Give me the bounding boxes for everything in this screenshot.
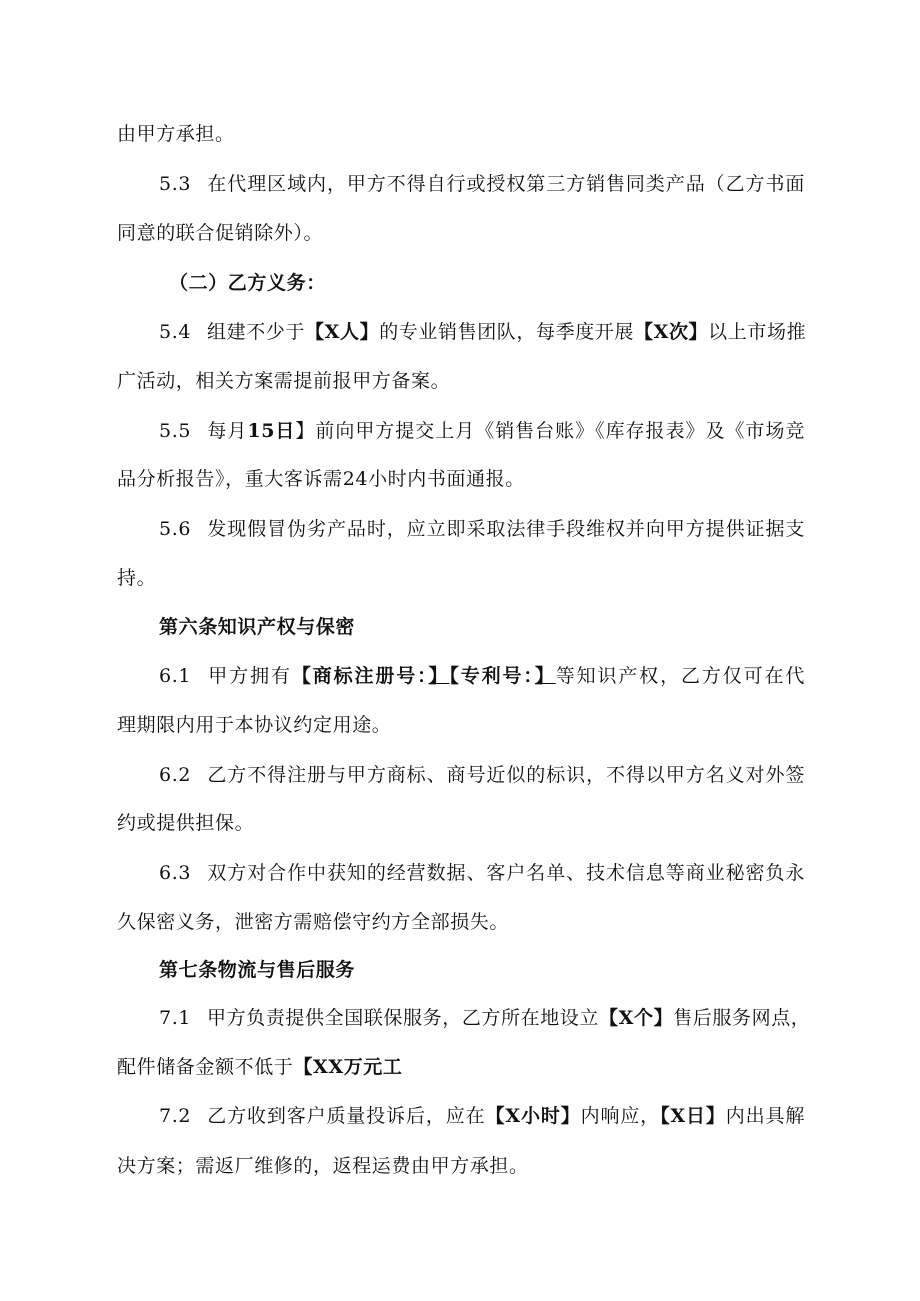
paragraph-line: 品分析报告》，重大客诉需24小时内书面通报。 [117, 468, 525, 490]
placeholder-field: 15日 [247, 420, 296, 442]
clause-5-3 [159, 172, 805, 196]
clause-text: 】前向甲方提交上月《销售台账》《库存报表》及《市场竞 [295, 420, 805, 442]
clause-7-1 [159, 1006, 811, 1030]
clause-5-4 [159, 320, 805, 344]
paragraph-line: 由甲方承担。 [117, 123, 235, 145]
clause-text: 的专业销售团队，每季度开展 [379, 321, 635, 343]
subsection-heading: （二）乙方义务： [169, 272, 326, 294]
clause-text: 内响应， [580, 1105, 661, 1127]
paragraph-line: 持。 [117, 567, 157, 589]
placeholder-field: 【X日】 [660, 1105, 726, 1127]
placeholder-field: 【X个】 [599, 1007, 674, 1029]
placeholder-field: 【XX万元工 [293, 1056, 403, 1078]
article-6-heading: 第六条知识产权与保密 [159, 616, 356, 638]
clause-text: 双方对合作中获知的经营数据、客户名单、技术信息等商业秘密负永 [207, 862, 805, 884]
clause-number: 6.1 [159, 665, 192, 687]
clause-text: 等知识产权，乙方仅可在代 [555, 665, 805, 687]
clause-5-5 [159, 419, 805, 443]
paragraph-line [117, 1055, 403, 1079]
paragraph-line: 约或提供担保。 [117, 812, 255, 834]
clause-number: 7.1 [159, 1007, 192, 1029]
paragraph-line: 理期限内用于本协议约定用途。 [117, 714, 392, 736]
paragraph-line: 久保密义务，泄密方需赔偿守约方全部损失。 [117, 911, 510, 933]
clause-5-6 [159, 517, 805, 541]
paragraph-line: 决方案；需返厂维修的，返程运费由甲方承担。 [117, 1155, 529, 1177]
clause-text: 甲方拥有 [207, 665, 292, 687]
clause-7-2 [159, 1104, 805, 1128]
clause-number: 5.6 [159, 518, 192, 540]
clause-number: 5.4 [159, 321, 192, 343]
clause-6-3 [159, 861, 805, 885]
clause-text: 在代理区域内，甲方不得自行或授权第三方销售同类产品（乙方书面 [207, 173, 805, 195]
placeholder-field: 【商标注册号： [291, 665, 429, 687]
clause-text: 乙方不得注册与甲方商标、商号近似的标识，不得以甲方名义对外签 [207, 764, 805, 786]
clause-number: 5.5 [159, 420, 192, 442]
clause-number: 6.2 [159, 764, 192, 786]
clause-6-2 [159, 763, 805, 787]
clause-number: 5.3 [159, 173, 192, 195]
placeholder-field: 】 [428, 665, 450, 687]
clause-text: 每月 [207, 420, 248, 442]
clause-text: 乙方收到客户质量投诉后，应在 [207, 1105, 486, 1127]
paragraph-line: 同意的联合促销除外）。 [117, 222, 324, 244]
clause-text: 组建不少于 [207, 321, 306, 343]
clause-6-1 [159, 664, 805, 688]
clause-text: 配件储备金额不低于 [117, 1056, 294, 1078]
placeholder-field: 【X小时】 [485, 1105, 581, 1127]
clause-text: 售后服务网点， [673, 1007, 811, 1029]
placeholder-field: 【专利号： [449, 665, 535, 687]
placeholder-field: 】 [534, 665, 556, 687]
clause-text: 内出具解 [725, 1105, 805, 1127]
clause-text: 发现假冒伪劣产品时，应立即采取法律手段维权并向甲方提供证据支 [207, 518, 805, 540]
clause-number: 6.3 [159, 862, 192, 884]
placeholder-field: 【X次】 [634, 321, 709, 343]
placeholder-field: 【X人】 [305, 321, 380, 343]
clause-number: 7.2 [159, 1105, 192, 1127]
clause-text: 甲方负责提供全国联保服务，乙方所在地设立 [207, 1007, 600, 1029]
paragraph-line: 广活动，相关方案需提前报甲方备案。 [117, 370, 451, 392]
clause-text: 以上市场推 [708, 321, 807, 343]
article-7-heading: 第七条物流与售后服务 [159, 959, 356, 981]
